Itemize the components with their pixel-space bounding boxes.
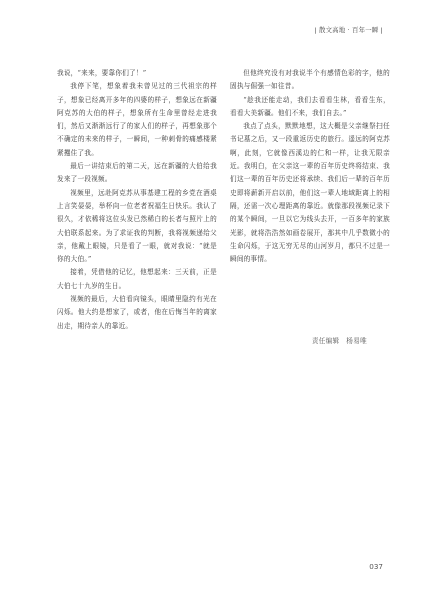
section-header: | 散文高地 · 百年一瞬 | <box>314 26 383 34</box>
paragraph: 最后一讲结束后的第二天，远在新疆的大伯给我发来了一段视频。 <box>57 162 217 184</box>
paragraph: 但他终究没有对我说半个有感情色彩的字，他的固执与倔强一如往昔。 <box>230 69 390 91</box>
left-column <box>57 67 217 333</box>
paragraph: 我说，“来来，要靠你们了！” <box>57 69 147 77</box>
paragraph: 我点了点头，默默地想，这大概是父亲继祭扫任书记墓之后，又一段重返历史的旅行。遥远的阿克苏啊，此刻，它就像西溪边的仁和一样，让我无限亲近。我明白，在父亲这一辈的百年历史终将结束、我们这一辈的百年历史还将承续、我们后一辈的百年历史即将薪新开启以前，他们这一辈人地域距离上的相隔，还需一次心理距离的靠近。就像那段视频记录下的某个瞬间，一旦以它为线头去开，一百多年的家族光影，就将浩浩然如画卷展开，那其中几乎数微小的生命闪烁，于这无穷无尽的山河岁月，都只不过是一瞬间的事情。 <box>230 122 390 264</box>
paragraph: 视频里，远赴阿克苏从事基建工程的乡党在酒桌上言笑晏晏，举杯向一位老者祝福生日快乐。我认了很久，才依稀将这位头发已然稀白的长者与照片上的大伯联系起来。为了求证我的判断，我将视频递给父亲，他戴上眼镜，只是看了一眼，就对我说：“就是你的大伯。” <box>57 188 217 264</box>
editor-credit: 责任编辑 杨易唯 <box>311 337 367 345</box>
page-number: 037 <box>369 562 383 571</box>
paragraph: 接着，凭借他的记忆，他想起来：三天前，正是大伯七十九岁的生日。 <box>57 268 217 290</box>
paragraph: 视频的最后，大伯看向镜头，眼睛里隐约有光在闪烁。他大约是想家了，或者，他在后悔当年的离家出走，期待亲人的靠近。 <box>57 295 217 330</box>
paragraph: “趁我还能走动，我们去看看生林，看看生东，看看大美新疆。他们不来，我们自去。” <box>230 95 390 117</box>
paragraph: 我停下笔，想象着我未曾见过的三代祖宗的样子，想象已经离开多年的四婆的样子，想象远在新疆阿克苏的大伯的样子，想象所有生命里曾经走进我们，然后又渐渐远行了的家人们的样子，再想象那个不确定的未来的样子，一瞬间，一种刺骨的痛感楼紧紧攫住了我。 <box>57 82 217 157</box>
right-column <box>230 67 390 266</box>
